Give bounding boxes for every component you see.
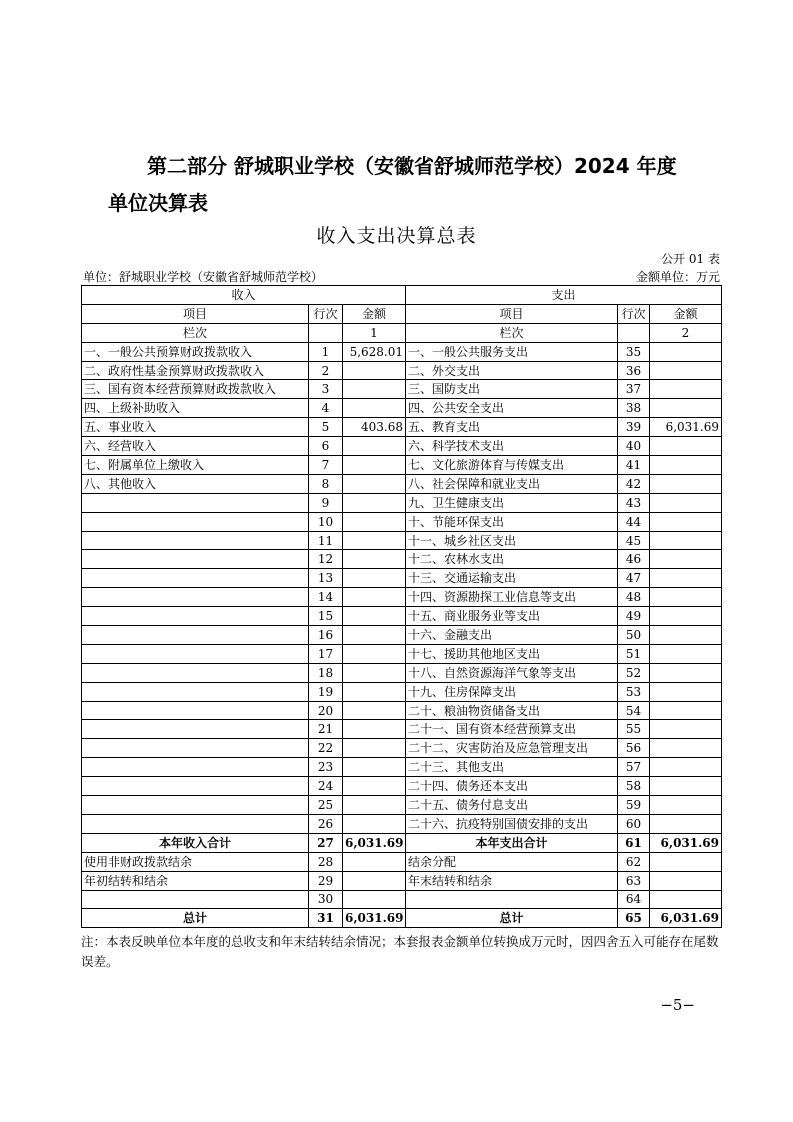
table-row xyxy=(82,739,722,758)
expense-item: 十五、商业服务业等支出 xyxy=(406,607,618,626)
income-item: 八、其他收入 xyxy=(82,474,309,493)
table-row xyxy=(82,814,722,833)
income-item: 五、事业收入 xyxy=(82,418,309,437)
table-row xyxy=(82,777,722,796)
expense-row-no: 65 xyxy=(618,909,650,928)
income-item xyxy=(82,701,309,720)
expense-amount xyxy=(650,644,722,663)
income-row-no: 20 xyxy=(309,701,343,720)
income-row-no: 1 xyxy=(309,342,343,361)
income-group-header: 收入 xyxy=(82,286,406,305)
table-row xyxy=(82,720,722,739)
expense-item: 二十、粮油物资储备支出 xyxy=(406,701,618,720)
expense-row-no: 41 xyxy=(618,456,650,475)
expense-amount xyxy=(650,796,722,815)
income-row-no: 21 xyxy=(309,720,343,739)
income-row-no: 2 xyxy=(309,361,343,380)
income-amount xyxy=(343,777,406,796)
expense-row-no: 59 xyxy=(618,796,650,815)
income-row-no: 7 xyxy=(309,456,343,475)
income-amount: 6,031.69 xyxy=(343,833,406,852)
table-row xyxy=(82,399,722,418)
income-row-no: 9 xyxy=(309,493,343,512)
income-amount xyxy=(343,701,406,720)
income-item xyxy=(82,493,309,512)
expense-item: 二十三、其他支出 xyxy=(406,758,618,777)
income-item: 年初结转和结余 xyxy=(82,871,309,890)
expense-amount xyxy=(650,871,722,890)
income-amount xyxy=(343,380,406,399)
expense-row-no: 55 xyxy=(618,720,650,739)
expense-amount xyxy=(650,701,722,720)
income-item: 七、附属单位上缴收入 xyxy=(82,456,309,475)
income-amount xyxy=(343,758,406,777)
expense-row-no: 46 xyxy=(618,550,650,569)
expense-amount xyxy=(650,531,722,550)
table-title: 收入支出决算总表 xyxy=(316,225,477,247)
total-row xyxy=(82,909,722,928)
expense-row-no: 54 xyxy=(618,701,650,720)
page-heading-cont: 单位决算表 xyxy=(108,191,208,215)
income-row-no: 25 xyxy=(309,796,343,815)
table-row xyxy=(82,644,722,663)
expense-amount xyxy=(650,814,722,833)
table-row xyxy=(82,380,722,399)
income-row-no: 31 xyxy=(309,909,343,928)
expense-amount xyxy=(650,720,722,739)
expense-item: 二十六、抗疫特别国债安排的支出 xyxy=(406,814,618,833)
expense-item: 年末结转和结余 xyxy=(406,871,618,890)
total-row xyxy=(82,833,722,852)
income-amount xyxy=(343,531,406,550)
expense-item: 十六、金融支出 xyxy=(406,626,618,645)
expense-item-header: 项目 xyxy=(406,304,618,323)
income-amount xyxy=(343,474,406,493)
income-col-index-label: 栏次 xyxy=(82,323,309,342)
expense-row-no: 49 xyxy=(618,607,650,626)
expense-item: 二十四、债务还本支出 xyxy=(406,777,618,796)
unit-label: 单位：舒城职业学校（安徽省舒城师范学校） xyxy=(83,270,324,284)
expense-amount xyxy=(650,380,722,399)
expense-item: 十四、资源勘探工业信息等支出 xyxy=(406,588,618,607)
expense-item: 七、文化旅游体育与传媒支出 xyxy=(406,456,618,475)
expense-amount xyxy=(650,852,722,871)
expense-item: 八、社会保障和就业支出 xyxy=(406,474,618,493)
expense-row-no: 52 xyxy=(618,663,650,682)
income-item: 一、一般公共预算财政拨款收入 xyxy=(82,342,309,361)
expense-group-header: 支出 xyxy=(406,286,722,305)
expense-row-no: 36 xyxy=(618,361,650,380)
table-row xyxy=(82,361,722,380)
expense-item xyxy=(406,890,618,909)
income-rowno-header: 行次 xyxy=(309,304,343,323)
income-amount xyxy=(343,871,406,890)
expense-row-no: 40 xyxy=(618,437,650,456)
income-amount xyxy=(343,663,406,682)
income-amount xyxy=(343,437,406,456)
expense-amount: 6,031.69 xyxy=(650,418,722,437)
income-row-no: 5 xyxy=(309,418,343,437)
income-item xyxy=(82,682,309,701)
expense-item: 十一、城乡社区支出 xyxy=(406,531,618,550)
income-row-no: 10 xyxy=(309,512,343,531)
expense-item: 四、公共安全支出 xyxy=(406,399,618,418)
expense-amount xyxy=(650,399,722,418)
income-amount xyxy=(343,626,406,645)
table-row xyxy=(82,682,722,701)
expense-row-no: 47 xyxy=(618,569,650,588)
table-row xyxy=(82,607,722,626)
expense-row-no: 42 xyxy=(618,474,650,493)
expense-row-no: 44 xyxy=(618,512,650,531)
expense-row-no: 51 xyxy=(618,644,650,663)
income-row-no: 28 xyxy=(309,852,343,871)
expense-amount xyxy=(650,758,722,777)
expense-col-index: 2 xyxy=(650,323,722,342)
expense-item: 结余分配 xyxy=(406,852,618,871)
table-row xyxy=(82,531,722,550)
income-row-no: 15 xyxy=(309,607,343,626)
expense-item: 二十五、债务付息支出 xyxy=(406,796,618,815)
table-row xyxy=(82,493,722,512)
expense-row-no: 38 xyxy=(618,399,650,418)
income-amount-header: 金额 xyxy=(343,304,406,323)
income-amount xyxy=(343,890,406,909)
expense-amount xyxy=(650,569,722,588)
page-heading: 第二部分 舒城职业学校（安徽省舒城师范学校）2024 年度 xyxy=(147,154,677,178)
expense-item: 十八、自然资源海洋气象等支出 xyxy=(406,663,618,682)
income-item: 三、国有资本经营预算财政拨款收入 xyxy=(82,380,309,399)
expense-item: 本年支出合计 xyxy=(406,833,618,852)
income-amount xyxy=(343,399,406,418)
empty-cell xyxy=(618,323,650,342)
expense-row-no: 62 xyxy=(618,852,650,871)
table-row xyxy=(82,852,722,871)
income-item xyxy=(82,890,309,909)
income-row-no: 29 xyxy=(309,871,343,890)
income-amount xyxy=(343,512,406,531)
income-amount: 5,628.01 xyxy=(343,342,406,361)
expense-amount xyxy=(650,663,722,682)
expense-amount xyxy=(650,437,722,456)
income-item xyxy=(82,777,309,796)
table-row xyxy=(82,796,722,815)
table-row xyxy=(82,871,722,890)
expense-amount xyxy=(650,456,722,475)
income-amount xyxy=(343,550,406,569)
expense-rowno-header: 行次 xyxy=(618,304,650,323)
income-amount xyxy=(343,569,406,588)
income-row-no: 18 xyxy=(309,663,343,682)
expense-amount xyxy=(650,626,722,645)
income-row-no: 23 xyxy=(309,758,343,777)
expense-item: 十三、交通运输支出 xyxy=(406,569,618,588)
expense-item: 二十二、灾害防治及应急管理支出 xyxy=(406,739,618,758)
expense-amount: 6,031.69 xyxy=(650,833,722,852)
income-item xyxy=(82,569,309,588)
income-row-no: 13 xyxy=(309,569,343,588)
income-item xyxy=(82,512,309,531)
expense-item: 六、科学技术支出 xyxy=(406,437,618,456)
income-amount xyxy=(343,682,406,701)
income-item xyxy=(82,588,309,607)
expense-amount xyxy=(650,512,722,531)
income-row-no: 19 xyxy=(309,682,343,701)
expense-amount xyxy=(650,493,722,512)
expense-item: 九、卫生健康支出 xyxy=(406,493,618,512)
income-row-no: 16 xyxy=(309,626,343,645)
table-row xyxy=(82,437,722,456)
column-index-row xyxy=(82,323,722,342)
expense-row-no: 57 xyxy=(618,758,650,777)
table-number: 公开 01 表 xyxy=(661,252,720,266)
income-amount xyxy=(343,644,406,663)
income-amount xyxy=(343,361,406,380)
table-row xyxy=(82,758,722,777)
table-row xyxy=(82,342,722,361)
income-row-no: 4 xyxy=(309,399,343,418)
expense-item: 五、教育支出 xyxy=(406,418,618,437)
income-item xyxy=(82,814,309,833)
budget-table xyxy=(81,285,722,928)
income-row-no: 14 xyxy=(309,588,343,607)
table-row xyxy=(82,588,722,607)
expense-amount xyxy=(650,588,722,607)
expense-amount-header: 金额 xyxy=(650,304,722,323)
table-row xyxy=(82,569,722,588)
currency-unit-label: 金额单位：万元 xyxy=(635,270,720,284)
expense-amount xyxy=(650,342,722,361)
table-row xyxy=(82,701,722,720)
income-row-no: 26 xyxy=(309,814,343,833)
expense-amount xyxy=(650,890,722,909)
income-row-no: 30 xyxy=(309,890,343,909)
expense-col-index-label: 栏次 xyxy=(406,323,618,342)
table-row xyxy=(82,890,722,909)
table-row xyxy=(82,663,722,682)
expense-amount xyxy=(650,361,722,380)
income-amount xyxy=(343,796,406,815)
income-item xyxy=(82,626,309,645)
expense-row-no: 35 xyxy=(618,342,650,361)
income-amount: 403.68 xyxy=(343,418,406,437)
expense-amount xyxy=(650,474,722,493)
expense-item: 十二、农林水支出 xyxy=(406,550,618,569)
income-col-index: 1 xyxy=(343,323,406,342)
income-item xyxy=(82,550,309,569)
expense-amount xyxy=(650,777,722,796)
income-row-no: 6 xyxy=(309,437,343,456)
expense-item: 十九、住房保障支出 xyxy=(406,682,618,701)
expense-row-no: 48 xyxy=(618,588,650,607)
income-item xyxy=(82,720,309,739)
income-item xyxy=(82,739,309,758)
income-row-no: 11 xyxy=(309,531,343,550)
expense-row-no: 64 xyxy=(618,890,650,909)
table-row xyxy=(82,418,722,437)
table-row xyxy=(82,512,722,531)
income-amount xyxy=(343,814,406,833)
table-row xyxy=(82,626,722,645)
income-amount xyxy=(343,456,406,475)
expense-row-no: 53 xyxy=(618,682,650,701)
empty-cell xyxy=(309,323,343,342)
expense-row-no: 61 xyxy=(618,833,650,852)
expense-item: 十七、援助其他地区支出 xyxy=(406,644,618,663)
income-amount xyxy=(343,720,406,739)
expense-amount xyxy=(650,550,722,569)
income-amount xyxy=(343,739,406,758)
income-item-header: 项目 xyxy=(82,304,309,323)
income-item xyxy=(82,796,309,815)
table-row xyxy=(82,474,722,493)
expense-item: 二十一、国有资本经营预算支出 xyxy=(406,720,618,739)
income-row-no: 17 xyxy=(309,644,343,663)
expense-row-no: 37 xyxy=(618,380,650,399)
income-item: 总计 xyxy=(82,909,309,928)
expense-amount: 6,031.69 xyxy=(650,909,722,928)
expense-row-no: 56 xyxy=(618,739,650,758)
expense-row-no: 50 xyxy=(618,626,650,645)
page-number: −5− xyxy=(660,996,695,1014)
income-item xyxy=(82,531,309,550)
income-item: 本年收入合计 xyxy=(82,833,309,852)
expense-amount xyxy=(650,682,722,701)
expense-item: 二、外交支出 xyxy=(406,361,618,380)
expense-item: 三、国防支出 xyxy=(406,380,618,399)
expense-row-no: 58 xyxy=(618,777,650,796)
income-amount xyxy=(343,493,406,512)
income-amount xyxy=(343,852,406,871)
expense-item: 一、一般公共服务支出 xyxy=(406,342,618,361)
footnote: 注：本表反映单位本年度的总收支和年末结转结余情况；本套报表金额单位转换成万元时，因四舍五入可能存在尾数误差。 xyxy=(81,934,719,969)
expense-row-no: 60 xyxy=(618,814,650,833)
income-row-no: 24 xyxy=(309,777,343,796)
expense-row-no: 45 xyxy=(618,531,650,550)
expense-amount xyxy=(650,739,722,758)
income-item xyxy=(82,758,309,777)
income-item xyxy=(82,607,309,626)
income-row-no: 12 xyxy=(309,550,343,569)
expense-item: 十、节能环保支出 xyxy=(406,512,618,531)
table-row xyxy=(82,550,722,569)
income-item: 六、经营收入 xyxy=(82,437,309,456)
income-amount: 6,031.69 xyxy=(343,909,406,928)
expense-row-no: 43 xyxy=(618,493,650,512)
income-item: 四、上级补助收入 xyxy=(82,399,309,418)
income-row-no: 3 xyxy=(309,380,343,399)
income-item xyxy=(82,663,309,682)
income-item: 二、政府性基金预算财政拨款收入 xyxy=(82,361,309,380)
income-row-no: 22 xyxy=(309,739,343,758)
income-item xyxy=(82,644,309,663)
expense-row-no: 39 xyxy=(618,418,650,437)
income-row-no: 27 xyxy=(309,833,343,852)
income-amount xyxy=(343,588,406,607)
income-row-no: 8 xyxy=(309,474,343,493)
group-header-row xyxy=(82,286,722,305)
table-row xyxy=(82,456,722,475)
expense-item: 总计 xyxy=(406,909,618,928)
income-item: 使用非财政拨款结余 xyxy=(82,852,309,871)
column-header-row xyxy=(82,304,722,323)
income-amount xyxy=(343,607,406,626)
expense-row-no: 63 xyxy=(618,871,650,890)
expense-amount xyxy=(650,607,722,626)
